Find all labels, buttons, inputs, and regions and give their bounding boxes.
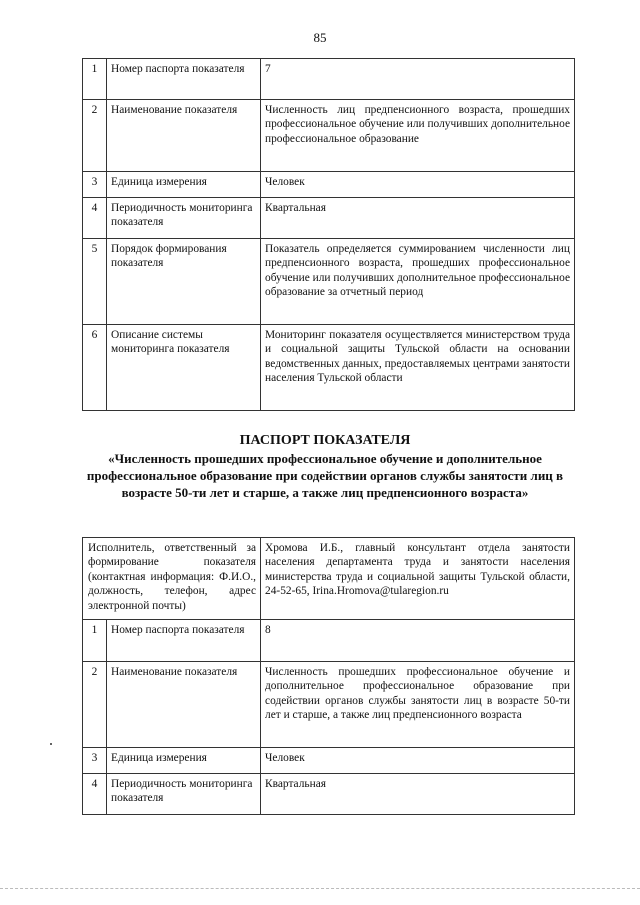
passport-8-table — [82, 537, 575, 815]
row-number: 6 — [83, 325, 107, 411]
passport-heading: ПАСПОРТ ПОКАЗАТЕЛЯ — [239, 433, 411, 448]
row-number: 4 — [83, 774, 107, 815]
row-number: 2 — [83, 100, 107, 172]
table-row — [83, 100, 575, 172]
table-row — [83, 774, 575, 815]
executor-value: Хромова И.Б., главный консультант отдела занятости населения департамента труда и занятости населения министерства труда и социальной защиты Тульской области, 24-52-65, Irina.Hromova@tularegion.ru — [261, 538, 575, 620]
row-number: 5 — [83, 239, 107, 325]
executor-row — [83, 538, 575, 620]
table-row — [83, 239, 575, 325]
row-number: 4 — [83, 198, 107, 239]
row-label: Периодичность мониторинга показателя — [107, 774, 261, 815]
table-row — [83, 59, 575, 100]
row-value: 7 — [261, 59, 575, 100]
scan-artifact-line — [0, 888, 640, 889]
row-label: Порядок формирования показателя — [107, 239, 261, 325]
row-value: Численность лиц предпенсионного возраста, прошедших профессиональное обучение или получивших дополнительное профессиональное образование — [261, 100, 575, 172]
row-number: 3 — [83, 748, 107, 774]
passport-7-table — [82, 58, 575, 411]
row-label: Номер паспорта показателя — [107, 59, 261, 100]
row-label: Периодичность мониторинга показателя — [107, 198, 261, 239]
row-value: Квартальная — [261, 774, 575, 815]
row-number: 1 — [83, 59, 107, 100]
row-label: Единица измерения — [107, 172, 261, 198]
passport-subtitle: «Численность прошедших профессиональное обучение и дополнительное профессиональное образование при содействии органов службы занятости лиц в возрасте 50-ти лет и старше, а также лиц предпенсионного возраста» — [86, 451, 564, 500]
table-row — [83, 620, 575, 662]
page-number: 85 — [313, 30, 327, 45]
scan-speck — [50, 743, 52, 745]
row-number: 3 — [83, 172, 107, 198]
row-value: 8 — [261, 620, 575, 662]
table-row — [83, 662, 575, 748]
table-row — [83, 748, 575, 774]
row-label: Номер паспорта показателя — [107, 620, 261, 662]
row-value: Квартальная — [261, 198, 575, 239]
row-number: 1 — [83, 620, 107, 662]
row-value: Показатель определяется суммированием численности лиц предпенсионного возраста, прошедших профессиональное обучение или получивших дополнительное профессиональное образование за отчетный период — [261, 239, 575, 325]
row-value: Мониторинг показателя осуществляется министерством труда и социальной защиты Тульской области на основании ведомственных данных, предоставляемых центрами занятости населения Тульской области — [261, 325, 575, 411]
row-label: Наименование показателя — [107, 100, 261, 172]
executor-label: Исполнитель, ответственный за формирование показателя (контактная информация: Ф.И.О., должность, телефон, адрес электронной почты) — [83, 538, 261, 620]
row-label: Единица измерения — [107, 748, 261, 774]
row-value: Человек — [261, 748, 575, 774]
row-label: Описание системы мониторинга показателя — [107, 325, 261, 411]
passport-title-block — [70, 432, 580, 501]
table-row — [83, 172, 575, 198]
row-number: 2 — [83, 662, 107, 748]
row-value: Численность прошедших профессиональное обучение и дополнительное профессиональное образование при содействии органов службы занятости лиц в возрасте 50-ти лет и старше, а также лиц предпенсионного возраста — [261, 662, 575, 748]
row-value: Человек — [261, 172, 575, 198]
table-row — [83, 198, 575, 239]
row-label: Наименование показателя — [107, 662, 261, 748]
table-row — [83, 325, 575, 411]
